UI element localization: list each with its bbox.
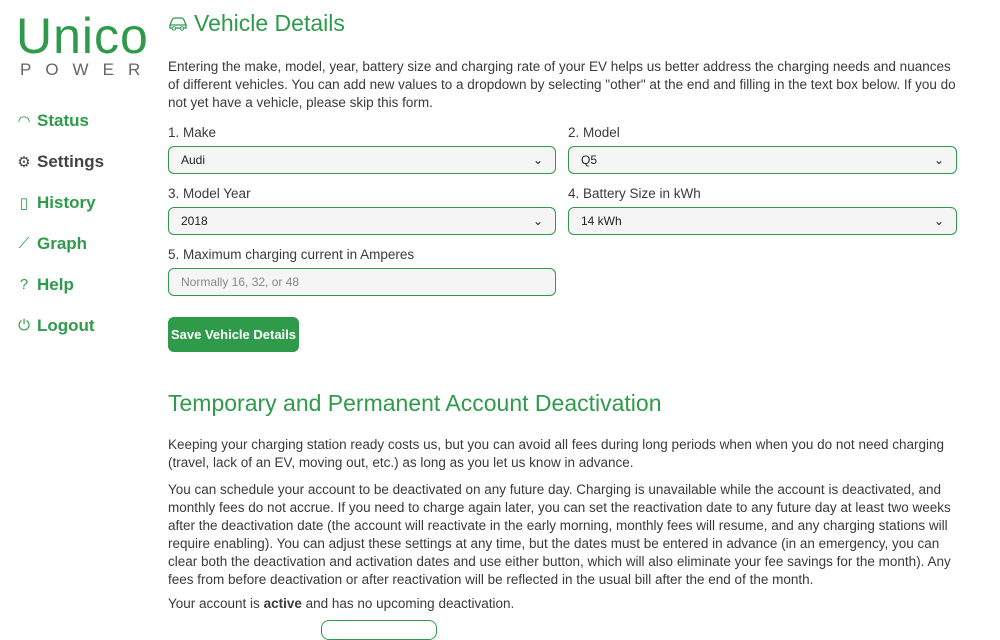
nav-label: Status — [37, 110, 89, 130]
current-input[interactable] — [168, 268, 556, 296]
main-content — [168, 0, 968, 611]
model-value: Q5 — [581, 153, 598, 167]
current-label: 5. Maximum charging current in Amperes — [168, 247, 415, 262]
save-vehicle-button[interactable]: Save Vehicle Details — [168, 317, 299, 352]
year-label: 3. Model Year — [168, 186, 251, 201]
nav-label: Settings — [37, 151, 105, 171]
gauge-icon: ◠ — [17, 112, 31, 130]
notebook-icon: ▯ — [19, 194, 29, 212]
car-icon — [168, 17, 188, 31]
gear-icon: ⚙ — [17, 153, 31, 171]
battery-label: 4. Battery Size in kWh — [568, 186, 701, 201]
nav-label: History — [37, 192, 96, 212]
vehicle-title-text: Vehicle Details — [194, 10, 345, 36]
current-placeholder: Normally 16, 32, or 48 — [181, 275, 300, 289]
year-select[interactable] — [168, 207, 556, 235]
question-icon: ? — [19, 276, 29, 293]
account-status — [168, 595, 514, 613]
deactivation-paragraph-2: You can schedule your account to be deactivated on any future day. Charging is unavailable while the account is deactivated, and monthly fees do not accrue. If you need to charge again later, you can set the reactivation date to any future day at least two weeks after the deactivation date (the account will reactivate in the early morning, monthly fees will resume, and any charging stations will require enabling). You can adjust these settings at any time, but the dates must be entered in advance (in an emergency, you can clear both the deactivation and activation dates and use either button, which will also eliminate your fee savings for the month). Any fees from before deactivation or after reactivation will be reflected in the usual bill after the end of the month. — [168, 482, 951, 587]
nav-logout[interactable] — [15, 305, 104, 346]
make-value: Audi — [181, 153, 206, 167]
vehicle-title — [168, 10, 968, 37]
status-word: active — [263, 596, 302, 611]
battery-value: 14 kWh — [581, 214, 622, 228]
model-label: 2. Model — [568, 125, 620, 140]
nav-history[interactable] — [15, 182, 104, 223]
vehicle-intro: Entering the make, model, year, battery size and charging rate of your EV helps us better address the charging needs and nuances of different vehicles. You can add new values to a dropdown by selecting "other" at the end and filling in the text box below. If you do not yet have a vehicle, please skip this form. — [168, 59, 956, 110]
nav-label: Help — [37, 274, 74, 294]
status-pre: Your account is — [168, 596, 264, 611]
chart-line-icon: ⟋ — [18, 235, 30, 252]
power-icon: ⏻ — [18, 317, 30, 334]
deactivation-title: Temporary and Permanent Account Deactivation — [168, 390, 662, 416]
nav-label: Graph — [37, 233, 88, 253]
model-select[interactable] — [568, 146, 957, 174]
make-label: 1. Make — [168, 125, 217, 140]
nav-status[interactable] — [15, 100, 104, 141]
logo-sub: POWER — [20, 60, 155, 79]
chevron-down-icon: ⌄ — [532, 153, 543, 167]
deactivation-paragraph-1: Keeping your charging station ready costs us, but you can avoid all fees during long periods when when you do not need charging (travel, lack of an EV, moving out, etc.) as long as you let us know in advance. — [168, 437, 945, 470]
year-value: 2018 — [181, 214, 208, 228]
logo — [16, 8, 155, 80]
chevron-down-icon: ⌄ — [933, 214, 944, 228]
sidebar-nav — [15, 100, 104, 346]
battery-select[interactable] — [568, 207, 957, 235]
logo-name: Unico — [16, 8, 149, 64]
status-post: and has no upcoming deactivation. — [301, 596, 515, 611]
nav-settings[interactable] — [15, 141, 104, 182]
make-select[interactable] — [168, 146, 556, 174]
date-input[interactable] — [321, 620, 437, 640]
chevron-down-icon: ⌄ — [532, 214, 543, 228]
chevron-down-icon: ⌄ — [933, 153, 944, 167]
nav-help[interactable] — [15, 264, 104, 305]
nav-graph[interactable] — [15, 223, 104, 264]
nav-label: Logout — [37, 315, 95, 335]
